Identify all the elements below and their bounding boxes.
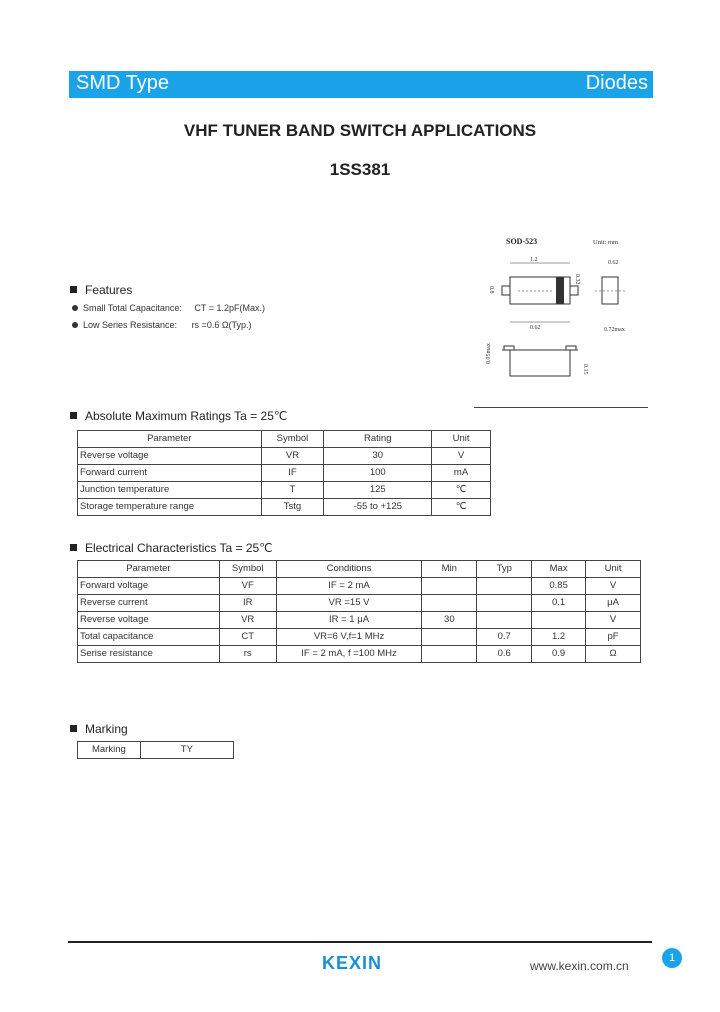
elec-heading: Electrical Characteristics Ta = 25℃ (70, 541, 273, 555)
part-number: 1SS381 (329, 160, 391, 179)
marking-table (77, 741, 234, 759)
package-name: SOD-523 (506, 237, 538, 246)
table-row: Total capacitance CT VR=6 V,f=1 MHz 0.7 1.2 pF (78, 629, 641, 646)
doc-type: SMD Type (76, 72, 169, 94)
table-row: Marking TY (78, 742, 234, 759)
header-banner (69, 71, 653, 98)
marking-heading: Marking (70, 722, 128, 736)
dim-standoff: 0.05max (486, 343, 492, 364)
table-row: Reverse voltage VR IR = 1 μA 30 V (78, 612, 641, 629)
abs-max-heading: Absolute Maximum Ratings Ta = 25℃ (70, 409, 287, 423)
package-unit: Unit: mm (593, 239, 619, 246)
dim-length: 1.2 (530, 257, 538, 263)
bullet-square-icon (70, 286, 77, 293)
bullet-square-icon (70, 725, 77, 732)
table-row: Storage temperature range Tstg -55 to +125 ℃ (78, 499, 491, 516)
dim-height: 0.72max (604, 327, 625, 333)
elec-char-table (77, 560, 641, 663)
dim-thickness: 0.15 (582, 364, 588, 375)
page-title: VHF TUNER BAND SWITCH APPLICATIONS (183, 121, 537, 140)
abs-max-table (77, 430, 491, 516)
dim-body: 0.62 (530, 325, 541, 331)
page-number: 1 (662, 948, 682, 968)
table-header-row: Parameter Symbol Conditions Min Typ Max Unit (78, 561, 641, 578)
features-heading: Features (70, 283, 132, 297)
doc-category: Diodes (585, 72, 648, 94)
dim-width: 0.8 (488, 286, 494, 294)
bullet-dot-icon (72, 305, 78, 311)
package-outline-drawing (480, 234, 650, 404)
table-row: Reverse current IR VR =15 V 0.1 μA (78, 595, 641, 612)
feature-item: Small Total Capacitance: CT = 1.2pF(Max.) (72, 303, 265, 313)
package-separator (474, 407, 648, 408)
feature-item: Low Series Resistance: rs =0.6 Ω(Typ.) (72, 320, 252, 330)
footer-divider (68, 941, 652, 943)
kexin-logo: KEXIN (322, 953, 383, 973)
table-header-row: Parameter Symbol Rating Unit (78, 431, 491, 448)
website-url[interactable]: www.kexin.com.cn (530, 959, 629, 973)
bullet-square-icon (70, 412, 77, 419)
table-row: Reverse voltage VR 30 V (78, 448, 491, 465)
bullet-square-icon (70, 544, 77, 551)
dim-side: 0.62 (608, 260, 619, 266)
dim-lead: 0.32 (574, 274, 580, 285)
table-row: Junction temperature T 125 ℃ (78, 482, 491, 499)
table-row: Forward voltage VF IF = 2 mA 0.85 V (78, 578, 641, 595)
table-row: Serise resistance rs IF = 2 mA, f =100 MHz 0.6 0.9 Ω (78, 646, 641, 663)
table-row: Forward current IF 100 mA (78, 465, 491, 482)
bullet-dot-icon (72, 322, 78, 328)
